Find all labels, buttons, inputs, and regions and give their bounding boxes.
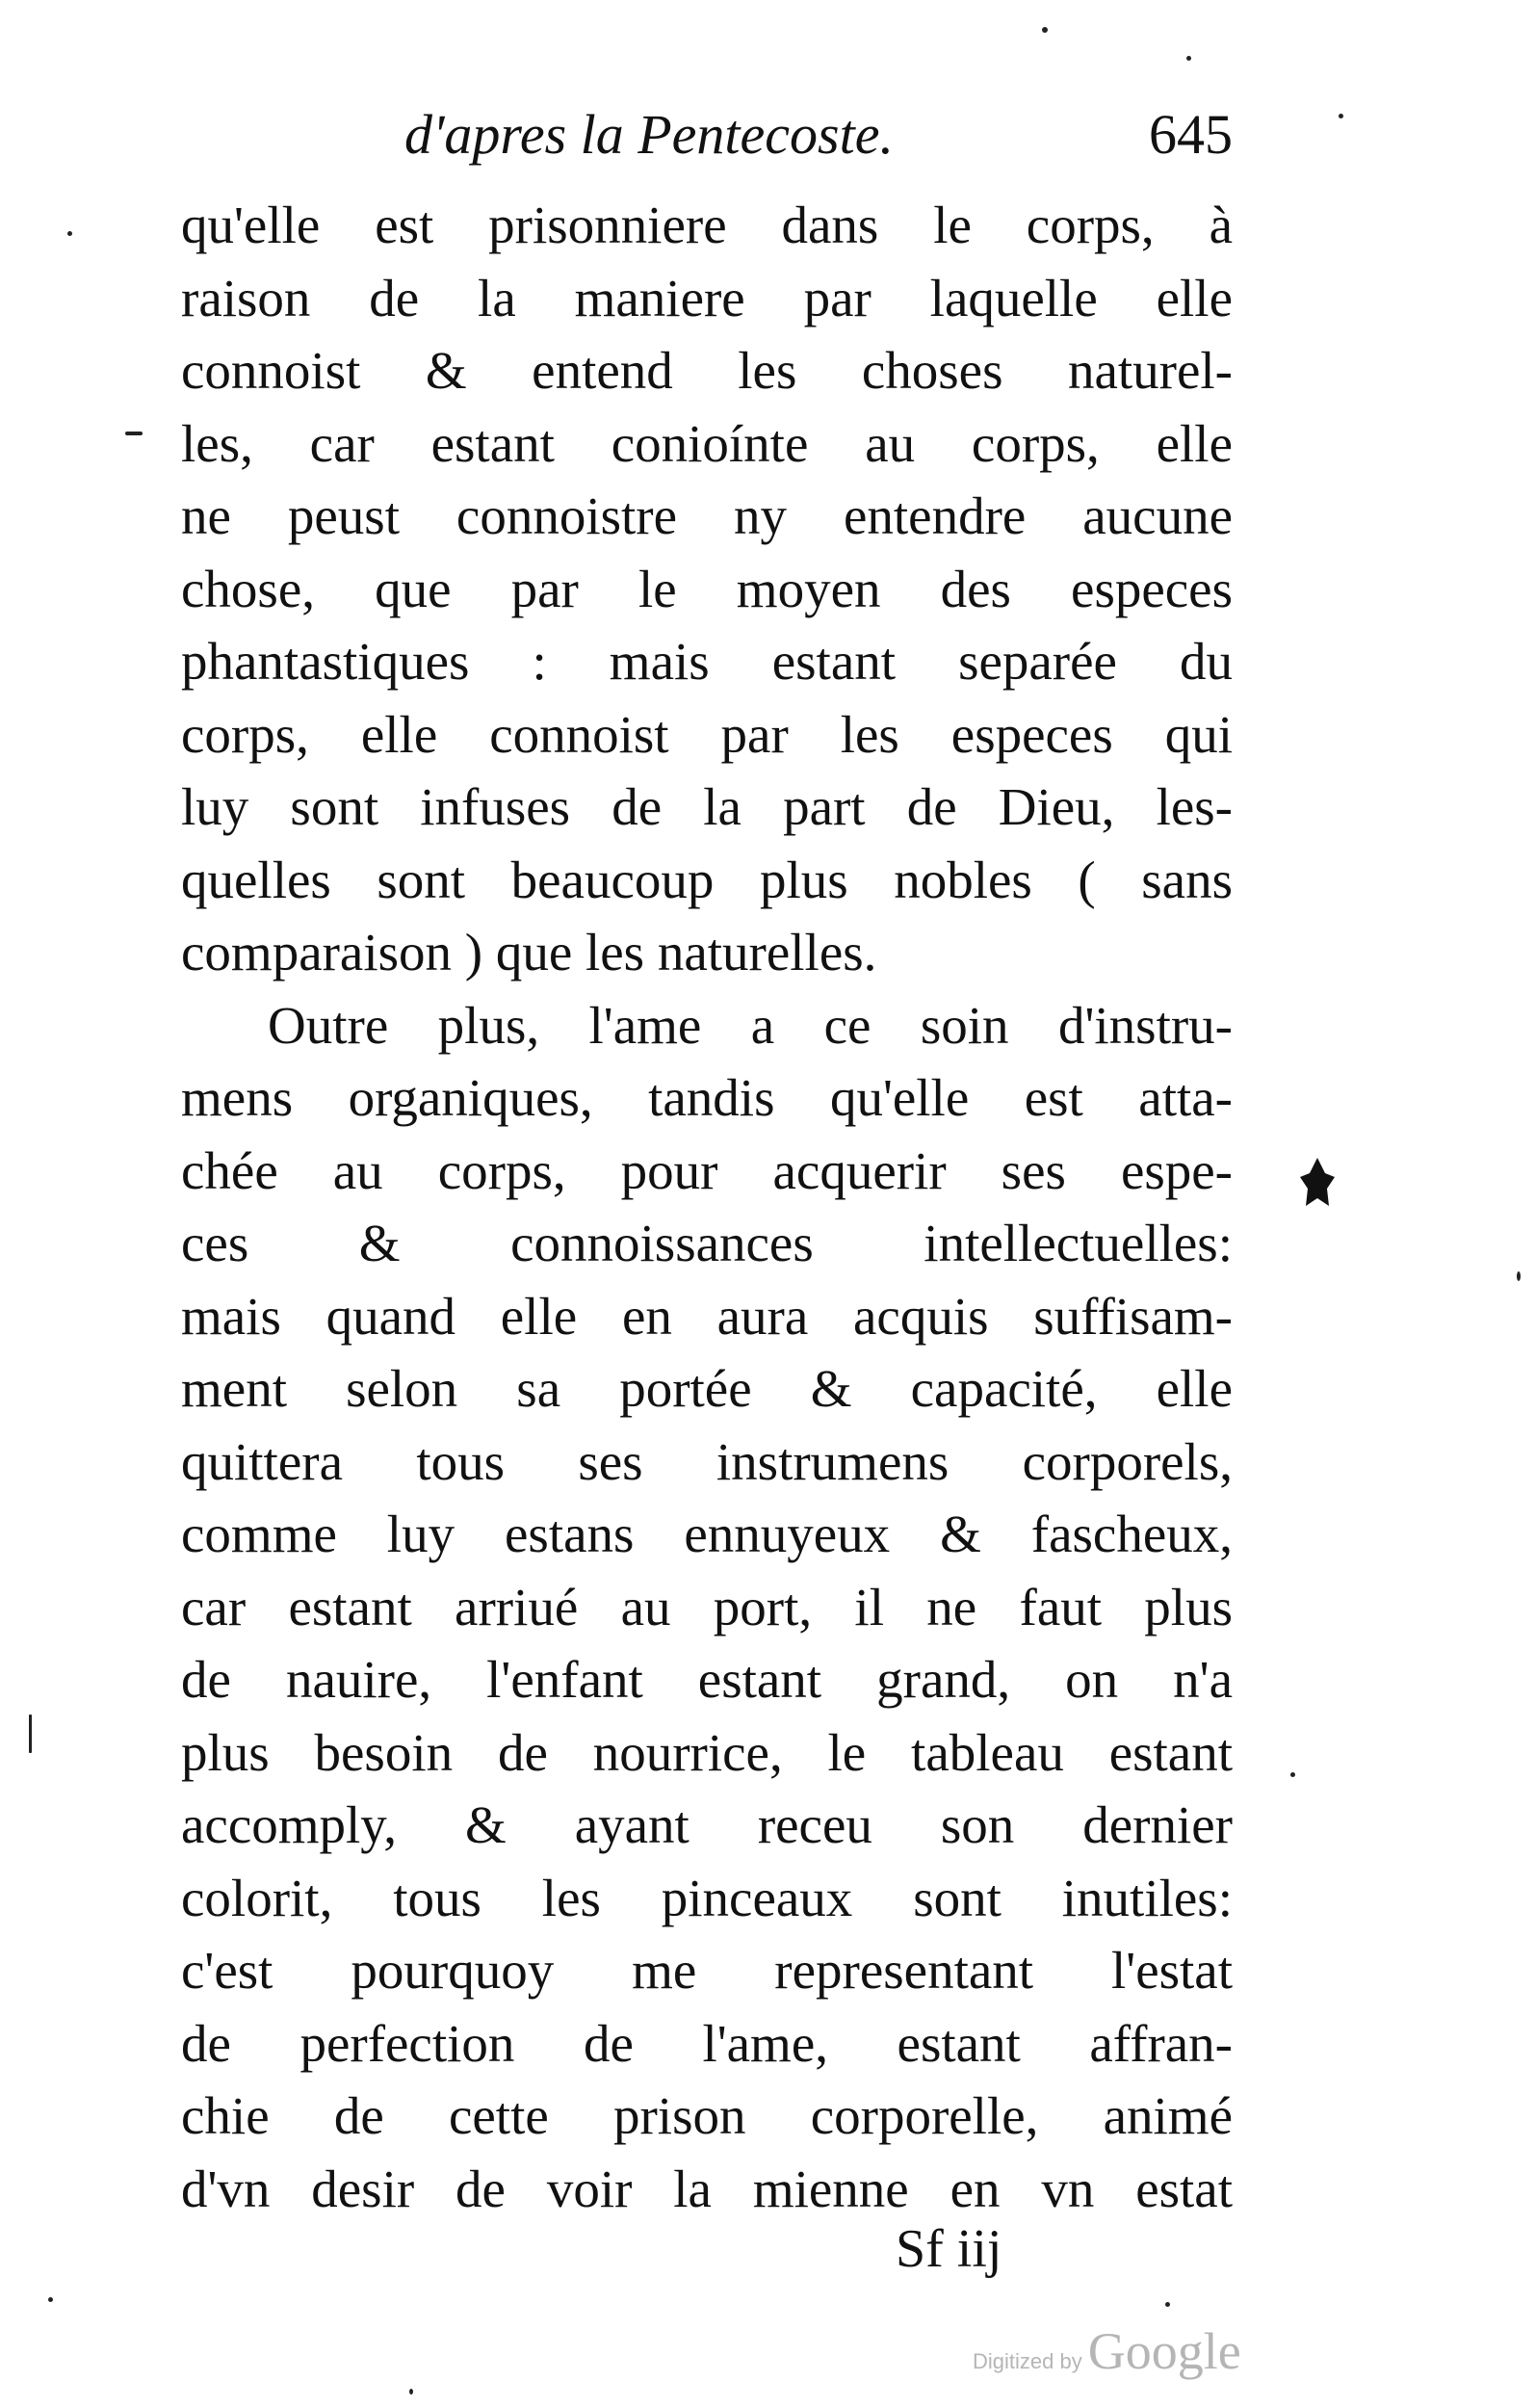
digitized-by-label: Digitized by	[973, 2349, 1082, 2373]
text-line: d'vn desir de voir la mienne en vn estat	[181, 2159, 1233, 2218]
text-line: chée au corps, pour acquerir ses espe-	[181, 1140, 1233, 1200]
scan-speck	[125, 432, 143, 435]
text-line: de nauire, l'enfant estant grand, on n'a	[181, 1650, 1233, 1709]
scan-speck	[29, 1714, 32, 1753]
text-line: mais quand elle en aura acquis suffisam-	[181, 1286, 1233, 1346]
text-line: quelles sont beaucoup plus nobles ( sans	[181, 850, 1233, 909]
scan-speck	[1517, 1271, 1521, 1281]
scan-speck	[1186, 56, 1191, 61]
scan-speck	[1339, 114, 1343, 118]
page-header	[404, 96, 1233, 173]
scan-speck	[48, 2297, 53, 2302]
google-wordmark: Google	[1087, 2322, 1241, 2380]
scan-speck	[409, 2389, 413, 2395]
text-line: accomply, & ayant receu son dernier	[181, 1795, 1233, 1854]
text-line: comparaison ) que les naturelles.	[181, 923, 877, 982]
text-line: quittera tous ses instrumens corporels,	[181, 1431, 1233, 1491]
text-line: ne peust connoistre ny entendre aucune	[181, 486, 1233, 545]
text-line: les, car estant conioínte au corps, elle	[181, 413, 1233, 473]
paragraph-start-line: Outre plus, l'ame a ce soin d'instru-	[268, 995, 1233, 1055]
scan-speck	[1042, 27, 1048, 33]
digitized-watermark	[973, 2321, 1241, 2379]
text-line: ment selon sa portée & capacité, elle	[181, 1359, 1233, 1418]
scan-speck	[67, 231, 72, 236]
text-line: car estant arriué au port, il ne faut plus	[181, 1577, 1233, 1636]
text-line: c'est pourquoy me representant l'estat	[181, 1941, 1233, 2000]
scan-speck	[1290, 1772, 1295, 1777]
text-line: ces & connoissances intellectuelles:	[181, 1214, 1233, 1272]
signature-mark: Sf iij	[896, 2219, 1002, 2279]
text-line: qu'elle est prisonniere dans le corps, à	[181, 196, 1233, 254]
text-line: chie de cette prison corporelle, animé	[181, 2086, 1233, 2145]
text-line: plus besoin de nourrice, le tableau estant	[181, 1722, 1233, 1782]
text-line: comme luy estans ennuyeux & fascheux,	[181, 1505, 1233, 1563]
running-title: d'apres la Pentecoste.	[404, 103, 894, 166]
text-line: corps, elle connoist par les especes qui	[181, 704, 1233, 764]
text-line: mens organiques, tandis qu'elle est atta-	[181, 1068, 1233, 1127]
page-footer	[896, 2215, 1127, 2283]
text-line: phantastiques : mais estant separée du	[181, 632, 1233, 691]
scan-speck	[1165, 2302, 1170, 2307]
text-line: colorit, tous les pinceaux sont inutiles:	[181, 1868, 1233, 1927]
page-number: 645	[1149, 103, 1233, 166]
text-line: raison de la maniere par laquelle elle	[181, 268, 1233, 327]
text-line: de perfection de l'ame, estant affran-	[181, 2013, 1233, 2073]
ink-blot-icon	[1298, 1156, 1337, 1214]
text-line: luy sont infuses de la part de Dieu, les-	[181, 777, 1233, 836]
text-line: connoist & entend les choses naturel-	[181, 341, 1233, 400]
text-line: chose, que par le moyen des especes	[181, 559, 1233, 618]
body-text	[181, 189, 1233, 2225]
